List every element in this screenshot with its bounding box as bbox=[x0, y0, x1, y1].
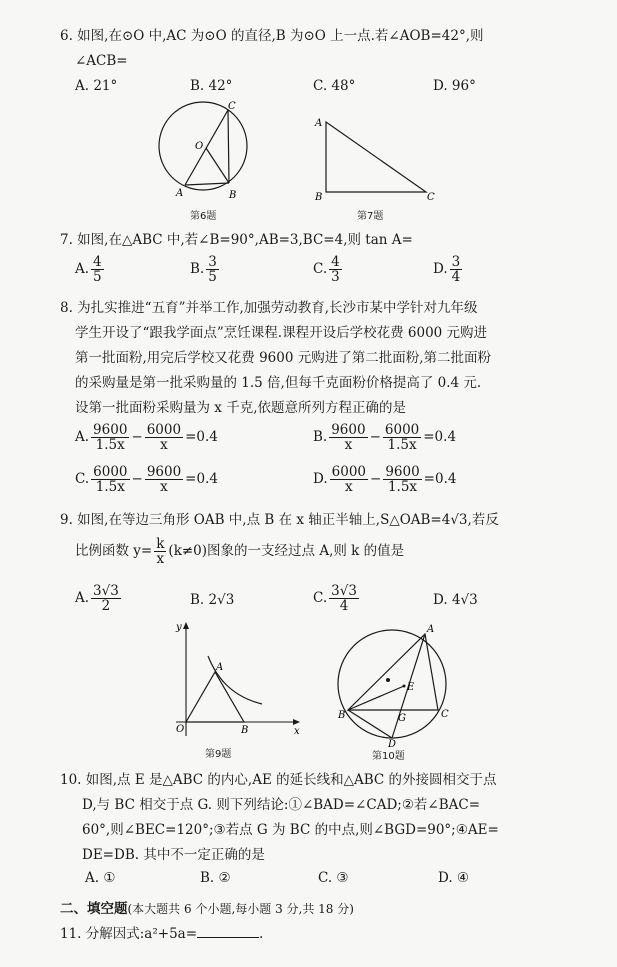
figure-9-label-y: y bbox=[176, 622, 182, 633]
question-10-line-4: DE=DB. 其中不一定正确的是 bbox=[82, 847, 265, 863]
question-6-line-1: 6. 如图,在⊙O 中,AC 为⊙O 的直径,B 为⊙O 上一点.若∠AOB=42°,则 bbox=[60, 28, 484, 44]
figure-6-chord-cb bbox=[228, 110, 229, 183]
section-2-header bbox=[60, 897, 354, 917]
question-9-option-d: D. 4√3 bbox=[433, 592, 478, 608]
figure-7-label-a: A bbox=[315, 118, 323, 129]
question-9-line-1: 9. 如图,在等边三角形 OAB 中,点 B 在 x 轴正半轴上,S△OAB=4√3,若反 bbox=[60, 512, 499, 528]
figure-10-label-b: B bbox=[338, 710, 346, 721]
figure-6-label-c: C bbox=[228, 101, 236, 112]
question-6-option-b: B. 42° bbox=[190, 78, 233, 94]
question-8-line-5: 设第一批面粉采购量为 x 千克,依题意所列方程正确的是 bbox=[75, 400, 406, 416]
question-9-option-b: B. 2√3 bbox=[190, 592, 235, 608]
question-10-option-b: B. ② bbox=[200, 870, 231, 886]
question-11-end: . bbox=[259, 926, 264, 942]
figure-9-coordinate-diagram bbox=[168, 618, 308, 746]
question-10-option-c: C. ③ bbox=[318, 870, 349, 886]
figure-9-label-o: O bbox=[176, 724, 185, 735]
question-10-line-1: 10. 如图,点 E 是△ABC 的内心,AE 的延长线和△ABC 的外接圆相交于点 bbox=[60, 772, 497, 788]
figure-10-line-be bbox=[348, 686, 404, 710]
question-7-option-c: C. $\frac{4}{3}$ bbox=[313, 254, 340, 285]
figure-9-y-axis-arrow bbox=[183, 622, 189, 629]
question-7-option-b: B. $\frac{3}{5}$ bbox=[190, 254, 217, 285]
question-8-option-c: C. $\frac{6000}{1.5x}$ − $\frac{9600}{x}$ =0.4 bbox=[75, 464, 218, 495]
question-8-option-b: B. $\frac{9600}{x}$ − $\frac{6000}{1.5x}$ =0.4 bbox=[313, 422, 457, 453]
question-8-line-3: 第一批面粉,用完后学校又花费 9600 元购进了第二批面粉,第二批面粉 bbox=[75, 350, 492, 366]
figure-10-circle-diagram bbox=[330, 620, 455, 748]
figure-10-label-a: A bbox=[427, 624, 435, 635]
question-7-option-d: D. $\frac{3}{4}$ bbox=[433, 254, 461, 285]
figure-7-label-b: B bbox=[315, 192, 323, 203]
figure-9-label-b: B bbox=[241, 725, 249, 736]
figure-6-circle-diagram bbox=[150, 98, 270, 206]
question-6-option-d: D. 96° bbox=[433, 78, 476, 94]
figure-10-triangle-abc bbox=[348, 634, 438, 710]
question-9-option-a: A. $\frac{3√3}{2}$ bbox=[75, 583, 119, 614]
question-9-line-2: 比例函数 y= $\frac{k}{x}$ (k≠0)图象的一支经过点 A,则 k 的值是 bbox=[75, 536, 405, 567]
figure-6-label-a: A bbox=[176, 188, 184, 199]
question-11-stem: 11. 分解因式:a²+5a= bbox=[60, 926, 198, 942]
question-6-line-2: ∠ACB= bbox=[75, 53, 128, 69]
figure-10-point-e bbox=[403, 685, 406, 688]
question-10-stem bbox=[60, 768, 590, 868]
section-2-title: 二、填空题 bbox=[60, 901, 128, 917]
figure-9-label-x: x bbox=[294, 726, 300, 737]
figure-6-caption: 第6题 bbox=[190, 211, 217, 222]
figure-7-caption: 第7题 bbox=[357, 211, 384, 222]
figure-9-caption: 第9题 bbox=[205, 749, 232, 760]
figure-6-chord-ab bbox=[185, 183, 229, 185]
question-6-option-a: A. 21° bbox=[75, 78, 118, 94]
question-10-option-a: A. ① bbox=[85, 870, 116, 886]
figure-9-triangle-oab bbox=[186, 672, 244, 722]
question-11-answer-blank[interactable] bbox=[197, 923, 259, 938]
question-11 bbox=[60, 922, 263, 942]
figure-6-label-b: B bbox=[229, 190, 237, 201]
question-8-option-d: D. $\frac{6000}{x}$ − $\frac{9600}{1.5x}$ =0.4 bbox=[313, 464, 457, 495]
question-7-option-a: A. $\frac{4}{5}$ bbox=[75, 254, 102, 285]
section-2-note: (本大题共 6 个小题,每小题 3 分,共 18 分) bbox=[127, 902, 354, 916]
question-8-stem bbox=[60, 296, 590, 421]
question-8-option-a: A. $\frac{9600}{1.5x}$ − $\frac{6000}{x}$ =0.4 bbox=[75, 422, 218, 453]
question-6-option-c: C. 48° bbox=[313, 78, 356, 94]
question-8-line-1: 8. 为扎实推进“五育”并举工作,加强劳动教育,长沙市某中学针对九年级 bbox=[60, 300, 478, 316]
question-8-line-2: 学生开设了“跟我学面点”烹饪课程.课程开设后学校花费 6000 元购进 bbox=[75, 325, 488, 341]
figure-10-label-g: G bbox=[398, 713, 406, 724]
figure-7-triangle bbox=[326, 122, 426, 192]
figure-10-label-c: C bbox=[441, 709, 449, 720]
figure-10-circumcircle bbox=[338, 630, 446, 738]
question-10-option-d: D. ④ bbox=[438, 870, 470, 886]
question-10-line-2: D,与 BC 相交于点 G. 则下列结论:①∠BAD=∠CAD;②若∠BAC= bbox=[82, 797, 481, 813]
figure-10-caption: 第10题 bbox=[372, 751, 405, 762]
figure-7-label-c: C bbox=[427, 192, 435, 203]
question-10-line-3: 60°,则∠BEC=120°;③若点 G 为 BC 的中点,则∠BGD=90°;④AE= bbox=[82, 822, 499, 838]
figure-6-radius-ob bbox=[206, 148, 229, 183]
figure-9-x-axis-arrow bbox=[293, 719, 300, 725]
figure-10-label-d: D bbox=[388, 739, 397, 748]
question-6-stem bbox=[60, 24, 590, 74]
figure-10-label-e: E bbox=[407, 682, 415, 693]
question-8-line-4: 的采购量是第一批采购量的 1.5 倍,但每千克面粉价格提高了 0.4 元. bbox=[75, 375, 482, 391]
question-7-stem: 7. 如图,在△ABC 中,若∠B=90°,AB=3,BC=4,则 tan A= bbox=[60, 232, 413, 248]
figure-9-label-a: A bbox=[216, 662, 224, 673]
question-9-option-c: C. $\frac{3√3}{4}$ bbox=[313, 583, 357, 614]
question-9-stem bbox=[60, 508, 590, 566]
figure-6-diameter-ca bbox=[185, 110, 228, 185]
figure-7-triangle-diagram bbox=[310, 112, 440, 204]
figure-10-center-point bbox=[386, 678, 390, 682]
figure-6-label-o: O bbox=[195, 141, 204, 152]
